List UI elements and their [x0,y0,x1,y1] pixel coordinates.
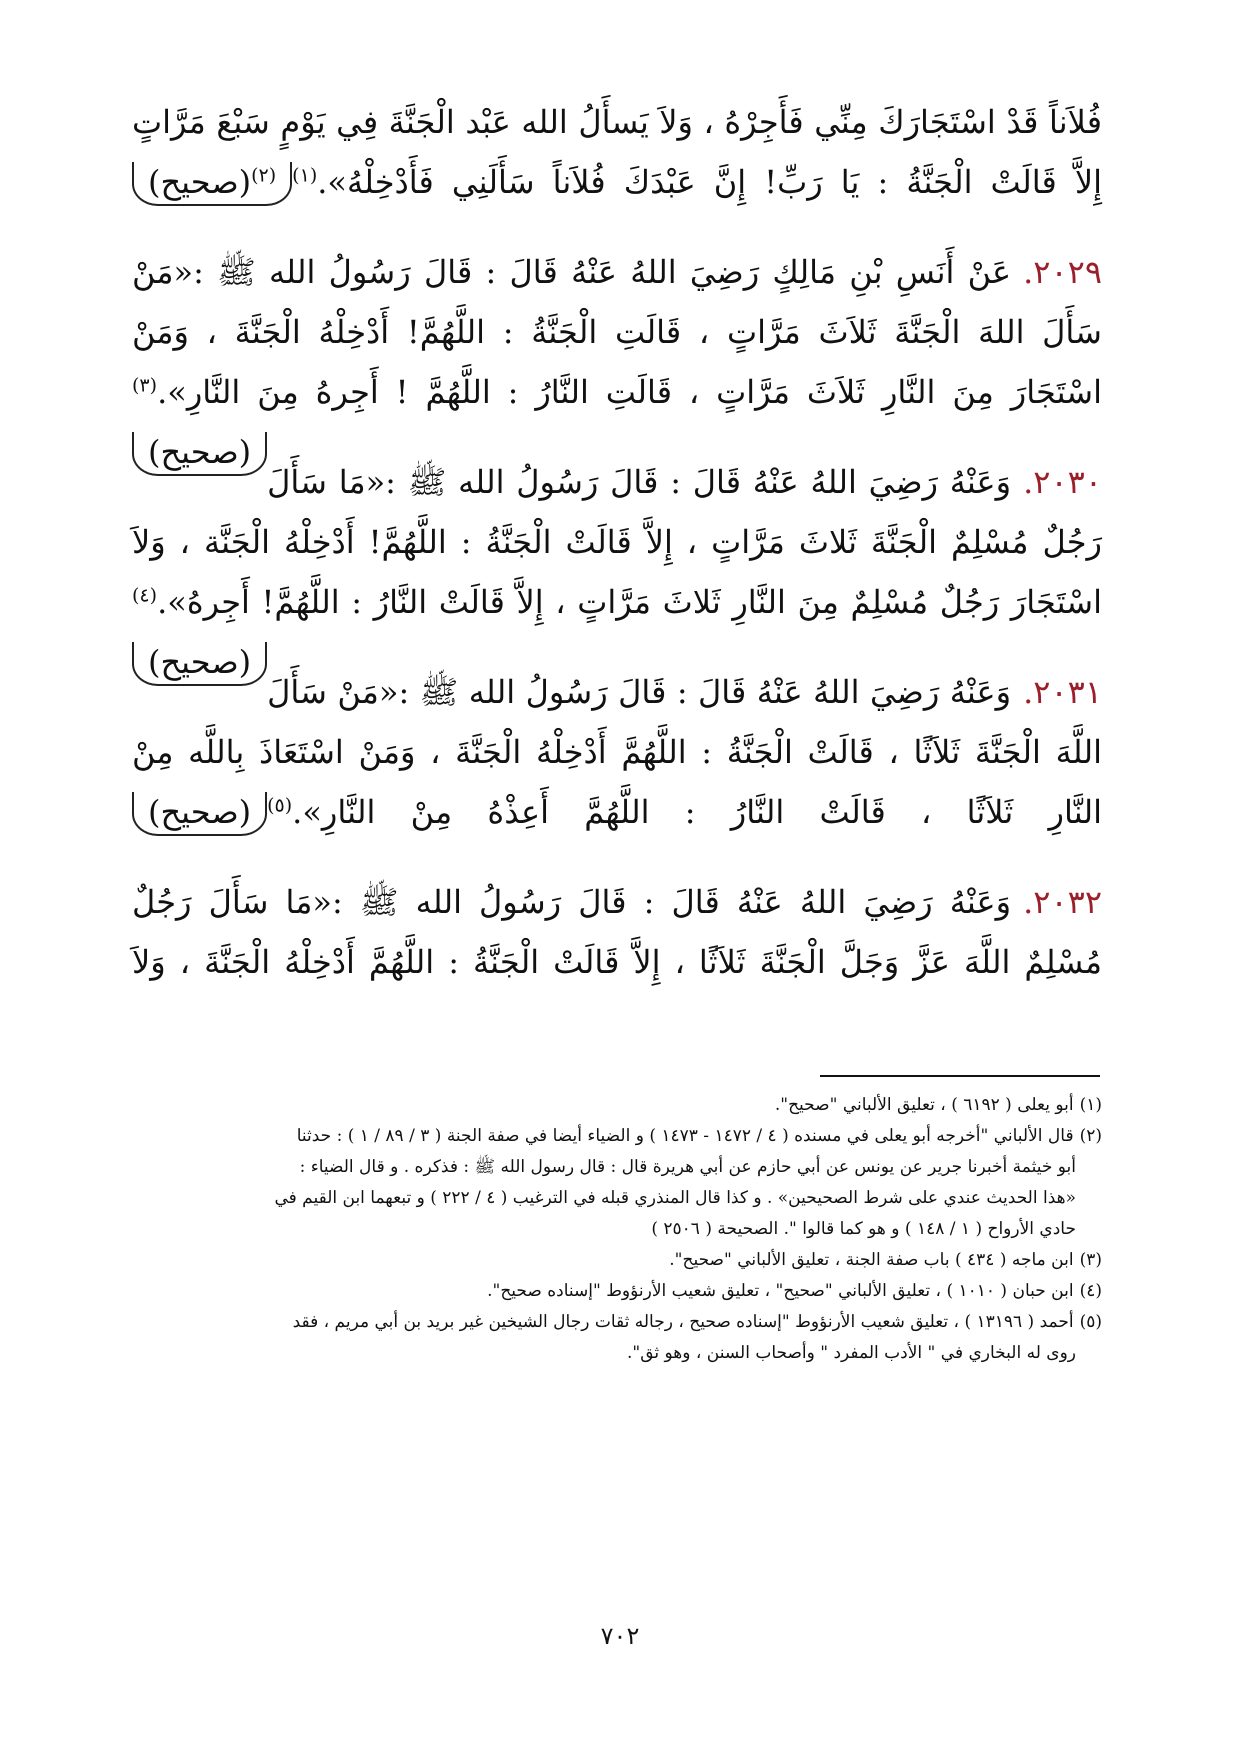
footnote-line: أحمد ( ١٣١٩٦ ) ، تعليق شعيب الأرنؤوط "إسناده صحيح ، رجاله ثقات رجال الشيخين غير بريد بن أبي مريم ، فقد [292,1312,1074,1332]
footnote-5 [132,1307,1102,1369]
hadith-2030 [132,452,1103,681]
footnote-ref[interactable]: (٢) [251,164,277,187]
hadith-2032 [132,872,1102,992]
footnote-number: (٢) [1079,1126,1102,1146]
footnote-1 [132,1090,1102,1121]
grade-label: (صحيح) [132,642,267,686]
footnote-3 [132,1245,1102,1276]
footnote-separator [820,1075,1100,1077]
grade-label: (صحيح) [132,792,267,836]
grade-text: (صحيح) [148,163,252,201]
paragraph-text: عَنْ أَنَسِ بْنِ مَالِكٍ رَضِيَ اللهُ عَنْهُ قَالَ : قَالَ رَسُولُ الله ﷺ :«مَنْ سَأَلَ اللهَ الْجَنَّةَ ثَلاَثَ مَرَّاتٍ ، قَالَتِ الْجَنَّةُ : اللَّهُمَّ! أَدْخِلْهُ الْجَنَّةَ ، وَمَنْ اسْتَجَارَ مِنَ النَّارِ ثَلاَثَ مَرَّاتٍ ، قَالَتِ النَّارُ : اللَّهُمَّ ! أَجِرهُ مِنَ النَّارِ». [132,253,1102,411]
hadith-number: ٢٠٢٩. [1023,253,1102,291]
footnote-number: (١) [1079,1095,1102,1115]
paragraph-text: وَعَنْهُ رَضِيَ اللهُ عَنْهُ قَالَ : قَالَ رَسُولُ الله ﷺ :«مَا سَأَلَ رَجُلٌ مُسْلِمٌ الْجَنَّةَ ثَلاثَ مَرَّاتٍ ، إِلاَّ قَالَتْ الْجَنَّةُ : اللَّهُمَّ! أَدْخِلْهُ الْجَنَّة ، وَلاَ اسْتَجَارَ رَجُلٌ مُسْلِمٌ مِنَ النَّارِ ثَلاثَ مَرَّاتٍ ، إِلاَّ قَالَتْ النَّارُ : اللَّهُمَّ! أَجِرهُ». [132,463,1103,621]
hadith-number: ٢٠٣١. [1023,673,1102,711]
footnote-line: أبو خيثمة أخبرنا جرير عن يونس عن أبي حازم عن أبي هريرة قال : قال رسول الله ﷺ : فذكره . و قال الضياء : [299,1157,1076,1177]
footnote-ref[interactable]: (٣) [132,374,158,397]
paragraph-text: فُلاَناً قَدْ اسْتَجَارَكَ مِنِّي فَأَجِرْهُ ، وَلاَ يَسأَلُ الله عَبْد الْجَنَّةَ فِي يَوْمٍ سَبْعَ مَرَّاتٍ إِلاَّ قَالَتْ الْجَنَّةُ : يَا رَبِّ! إِنَّ عَبْدَكَ فُلاَناً سَأَلَنِي فَأَدْخِلْهُ». [132,103,1103,201]
footnote-line: أبو يعلى ( ٦١٩٢ ) ، تعليق الألباني "صحيح". [774,1095,1074,1115]
footnote-4 [132,1276,1102,1307]
footnote-line: روى له البخاري في " الأدب المفرد " وأصحاب السنن ، وهو ثق". [626,1343,1076,1363]
page-number: ٧٠٢ [600,1622,640,1650]
paragraph-intro [132,92,1102,212]
footnote-ref[interactable]: (٥) [267,794,293,817]
footnote-number: (٥) [1079,1312,1102,1332]
hadith-2029 [132,242,1102,471]
footnote-line: ابن حبان ( ١٠١٠ ) ، تعليق الألباني "صحيح" ، تعليق شعيب الأرنؤوط "إسناده صحيح". [487,1281,1074,1301]
hadith-number: ٢٠٣٠. [1023,463,1102,501]
main-text [132,92,1102,1022]
paragraph-text: وَعَنْهُ رَضِيَ اللهُ عَنْهُ قَالَ : قَالَ رَسُولُ الله ﷺ :«مَا سَأَلَ رَجُلٌ مُسْلِمٌ اللَّهَ عَزَّ وَجَلَّ الْجَنَّةَ ثَلاَثًا ، إِلاَّ قَالَتْ الْجَنَّةُ : اللَّهُمَّ أَدْخِلْهُ الْجَنَّةَ ، وَلاَ [132,883,1103,981]
paragraph-text: وَعَنْهُ رَضِيَ اللهُ عَنْهُ قَالَ : قَالَ رَسُولُ الله ﷺ :«مَنْ سَأَلَ اللَّهَ الْجَنَّةَ ثَلاَثًا ، قَالَتْ الْجَنَّةُ : اللَّهُمَّ أَدْخِلْهُ الْجَنَّةَ ، وَمَنْ اسْتَعَاذَ بِاللَّه مِنْ النَّارِ ثَلاَثًا ، قَالَتْ النَّارُ : اللَّهُمَّ أَعِذْهُ مِنْ النَّارِ». [132,673,1102,831]
footnotes [132,1090,1102,1369]
footnote-line: قال الألباني "أخرجه أبو يعلى في مسنده ( ٤ / ١٤٧٢ - ١٤٧٣ ) و الضياء أيضا في صفة الجنة ( ٣ / ٨٩ / ١ ) : حدثنا [296,1126,1074,1146]
grade-label [132,162,292,206]
footnote-2 [132,1121,1102,1245]
hadith-number: ٢٠٣٢. [1023,883,1102,921]
footnote-line: «هذا الحديث عندي على شرط الصحيحين» . و كذا قال المنذري قبله في الترغيب ( ٤ / ٢٢٢ ) و تبعهما ابن القيم في [274,1188,1076,1208]
footnote-ref[interactable]: (٤) [132,584,158,607]
hadith-2031 [132,662,1102,842]
footnote-number: (٣) [1079,1250,1102,1270]
footnote-line: ابن ماجه ( ٤٣٤ ) باب صفة الجنة ، تعليق الألباني "صحيح". [669,1250,1074,1270]
grade-label: (صحيح) [132,432,267,476]
footnote-ref[interactable]: (١) [292,164,318,187]
footnote-line: حادي الأرواح ( ١ / ١٤٨ ) و هو كما قالوا ". الصحيحة ( ٢٥٠٦ ) [651,1219,1076,1239]
footnote-number: (٤) [1079,1281,1102,1301]
